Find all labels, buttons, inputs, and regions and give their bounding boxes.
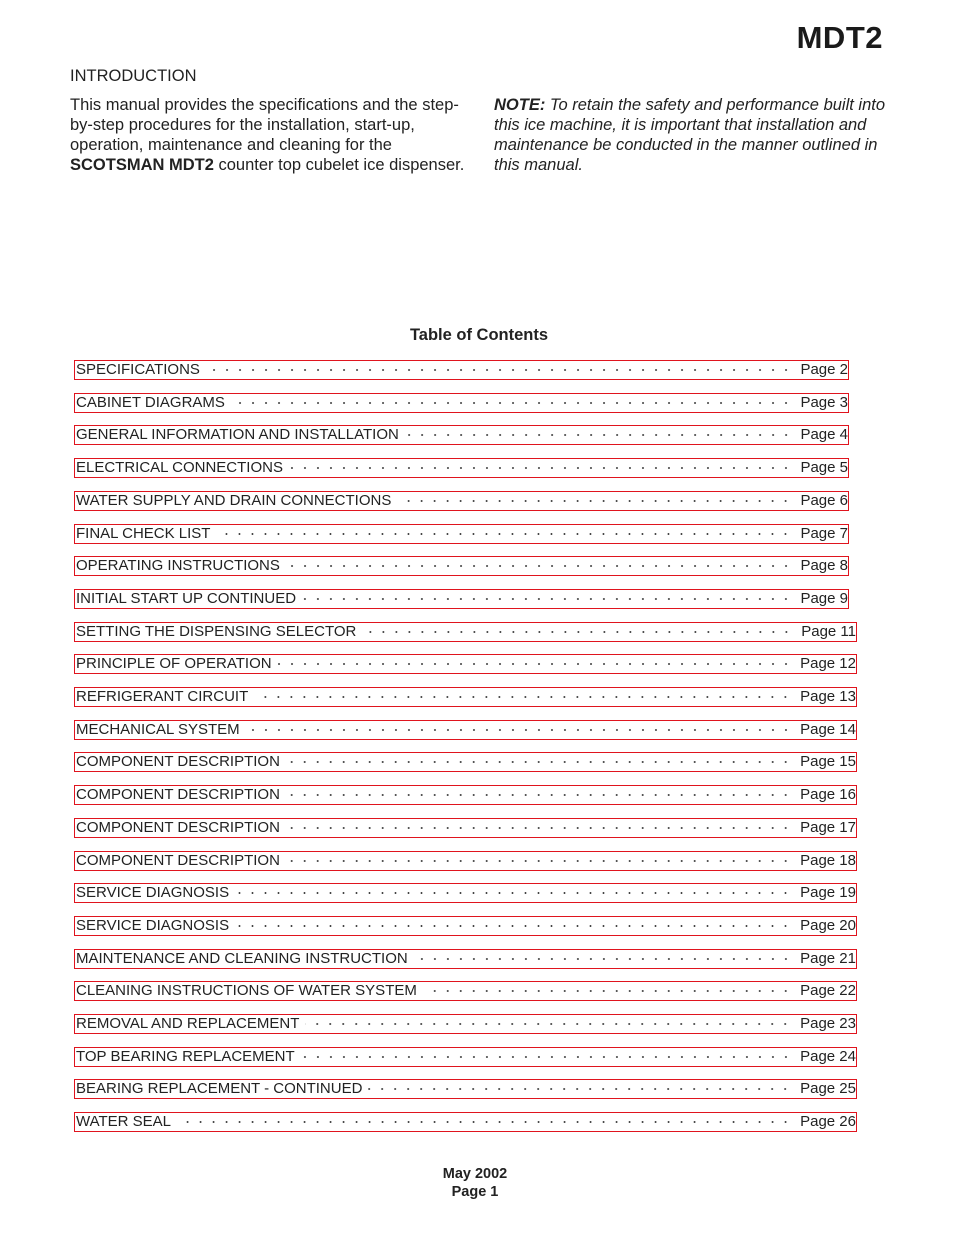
introduction-text-start: This manual provides the specifications and the step-by-step procedures for the installation, start-up, operation, maintenance and cleaning for the (70, 96, 459, 154)
toc-entry-link[interactable] (75, 852, 856, 870)
toc-entry-link[interactable] (75, 459, 848, 477)
toc-entry-link[interactable] (75, 557, 848, 575)
toc-entry-link[interactable] (75, 1015, 856, 1033)
toc-entry-link[interactable] (75, 492, 848, 510)
toc-entry-page: Page 26 (800, 1113, 856, 1130)
toc-entry-page: Page 12 (800, 655, 856, 672)
dot-leader (286, 852, 792, 870)
dot-leader (286, 753, 792, 771)
toc-entry-page: Page 14 (800, 721, 856, 738)
toc-entry-label: BEARING REPLACEMENT - CONTINUED (76, 1080, 363, 1097)
toc-entry-label: MAINTENANCE AND CLEANING INSTRUCTION (76, 950, 408, 967)
dot-leader (254, 688, 792, 706)
toc-entry-label: WATER SUPPLY AND DRAIN CONNECTIONS (76, 492, 392, 509)
toc-entry-link[interactable] (75, 786, 856, 804)
dot-leader (246, 721, 792, 739)
dot-leader (177, 1113, 792, 1131)
toc-entry-link[interactable] (75, 721, 856, 739)
toc-entry-label: CLEANING INSTRUCTIONS OF WATER SYSTEM (76, 982, 417, 999)
toc-entry-page: Page 19 (800, 884, 856, 901)
toc-entry-label: COMPONENT DESCRIPTION (76, 852, 280, 869)
toc-entry-link[interactable] (75, 1048, 856, 1066)
toc-entry-label: GENERAL INFORMATION AND INSTALLATION (76, 426, 399, 443)
dot-leader (216, 525, 792, 543)
toc-title: Table of Contents (409, 326, 549, 344)
dot-leader (235, 917, 792, 935)
toc-entry-label: INITIAL START UP CONTINUED (76, 590, 297, 607)
dot-leader (368, 1080, 792, 1098)
toc-entry-label: CABINET DIAGRAMS (76, 394, 225, 411)
toc-entry-link[interactable] (75, 982, 856, 1000)
toc-entry-page: Page 2 (800, 361, 848, 378)
toc-entry-label: REFRIGERANT CIRCUIT (76, 688, 249, 705)
toc-entry-link[interactable] (75, 655, 856, 673)
note-text: To retain the safety and performance built into this ice machine, it is important that installation and maintenance be conducted in the manner outlined in this manual. (494, 96, 886, 174)
toc-entry-page: Page 5 (800, 459, 848, 476)
toc-entry-page: Page 6 (800, 492, 848, 509)
toc-entry-label: REMOVAL AND REPLACEMENT (76, 1015, 300, 1032)
dot-leader (289, 459, 792, 477)
toc-entry-link[interactable] (75, 394, 848, 412)
dot-leader (397, 492, 792, 510)
dot-leader (286, 786, 792, 804)
toc-entry-label: SERVICE DIAGNOSIS (76, 917, 230, 934)
introduction-heading: INTRODUCTION (70, 67, 197, 85)
toc-entry-page: Page 4 (800, 426, 848, 443)
dot-leader (405, 426, 793, 444)
toc-entry-link[interactable] (75, 525, 848, 543)
toc-entry-label: SPECIFICATIONS (76, 361, 200, 378)
toc-entry-page: Page 13 (800, 688, 856, 705)
toc-entry-label: SETTING THE DISPENSING SELECTOR (76, 623, 357, 640)
toc-entry-page: Page 15 (800, 753, 856, 770)
dot-leader (423, 982, 792, 1000)
toc-entry-page: Page 21 (800, 950, 856, 967)
toc-entry-page: Page 16 (800, 786, 856, 803)
toc-entry-label: FINAL CHECK LIST (76, 525, 211, 542)
toc-entry-page: Page 22 (800, 982, 856, 999)
toc-entry-label: OPERATING INSTRUCTIONS (76, 557, 280, 574)
toc-entry-label: MECHANICAL SYSTEM (76, 721, 240, 738)
toc-entry-page: Page 3 (800, 394, 848, 411)
introduction-text-end: counter top cubelet ice dispenser. (213, 156, 465, 174)
toc-entry-link[interactable] (75, 426, 848, 444)
dot-leader (286, 819, 792, 837)
toc-entry-page: Page 24 (800, 1048, 856, 1065)
dot-leader (305, 1015, 792, 1033)
toc-entry-link[interactable] (75, 1113, 856, 1131)
note-label: NOTE: (494, 96, 546, 114)
toc-entry-page: Page 18 (800, 852, 856, 869)
model-title: MDT2 (796, 20, 883, 55)
toc-entry-label: COMPONENT DESCRIPTION (76, 819, 280, 836)
note-paragraph (494, 95, 894, 175)
toc-entry-label: SERVICE DIAGNOSIS (76, 884, 230, 901)
dot-leader (301, 1048, 792, 1066)
toc-entry-label: ELECTRICAL CONNECTIONS (76, 459, 283, 476)
dot-leader (231, 394, 793, 412)
introduction-paragraph (70, 95, 465, 175)
toc-entry-link[interactable] (75, 819, 856, 837)
toc-entry-link[interactable] (75, 753, 856, 771)
dot-leader (278, 655, 793, 673)
footer-page-number: Page 1 (451, 1184, 499, 1200)
toc-entry-link[interactable] (75, 917, 856, 935)
dot-leader (302, 590, 792, 608)
toc-entry-page: Page 17 (800, 819, 856, 836)
toc-entry-label: PRINCIPLE OF OPERATION (76, 655, 272, 672)
toc-entry-page: Page 23 (800, 1015, 856, 1032)
toc-entry-link[interactable] (75, 590, 848, 608)
toc-entry-page: Page 11 (801, 623, 856, 640)
toc-entry-label: COMPONENT DESCRIPTION (76, 786, 280, 803)
toc-entry-page: Page 25 (800, 1080, 856, 1097)
toc-entry-page: Page 8 (800, 557, 848, 574)
toc-entry-link[interactable] (75, 688, 856, 706)
dot-leader (362, 623, 793, 641)
toc-entry-page: Page 7 (800, 525, 848, 542)
toc-entry-link[interactable] (75, 361, 848, 379)
toc-entry-label: COMPONENT DESCRIPTION (76, 753, 280, 770)
product-name: SCOTSMAN MDT2 (70, 156, 214, 174)
dot-leader (414, 950, 792, 968)
toc-entry-link[interactable] (75, 623, 856, 641)
toc-entry-label: TOP BEARING REPLACEMENT (76, 1048, 295, 1065)
dot-leader (235, 884, 792, 902)
page-footer (0, 1165, 950, 1201)
toc-entry-link[interactable] (75, 950, 856, 968)
toc-entry-link[interactable] (75, 1080, 856, 1098)
toc-entry-link[interactable] (75, 884, 856, 902)
dot-leader (286, 557, 793, 575)
dot-leader (206, 361, 793, 379)
toc-entry-page: Page 9 (800, 590, 848, 607)
toc-entry-page: Page 20 (800, 917, 856, 934)
footer-date: May 2002 (442, 1166, 508, 1182)
toc-entry-label: WATER SEAL (76, 1113, 172, 1130)
